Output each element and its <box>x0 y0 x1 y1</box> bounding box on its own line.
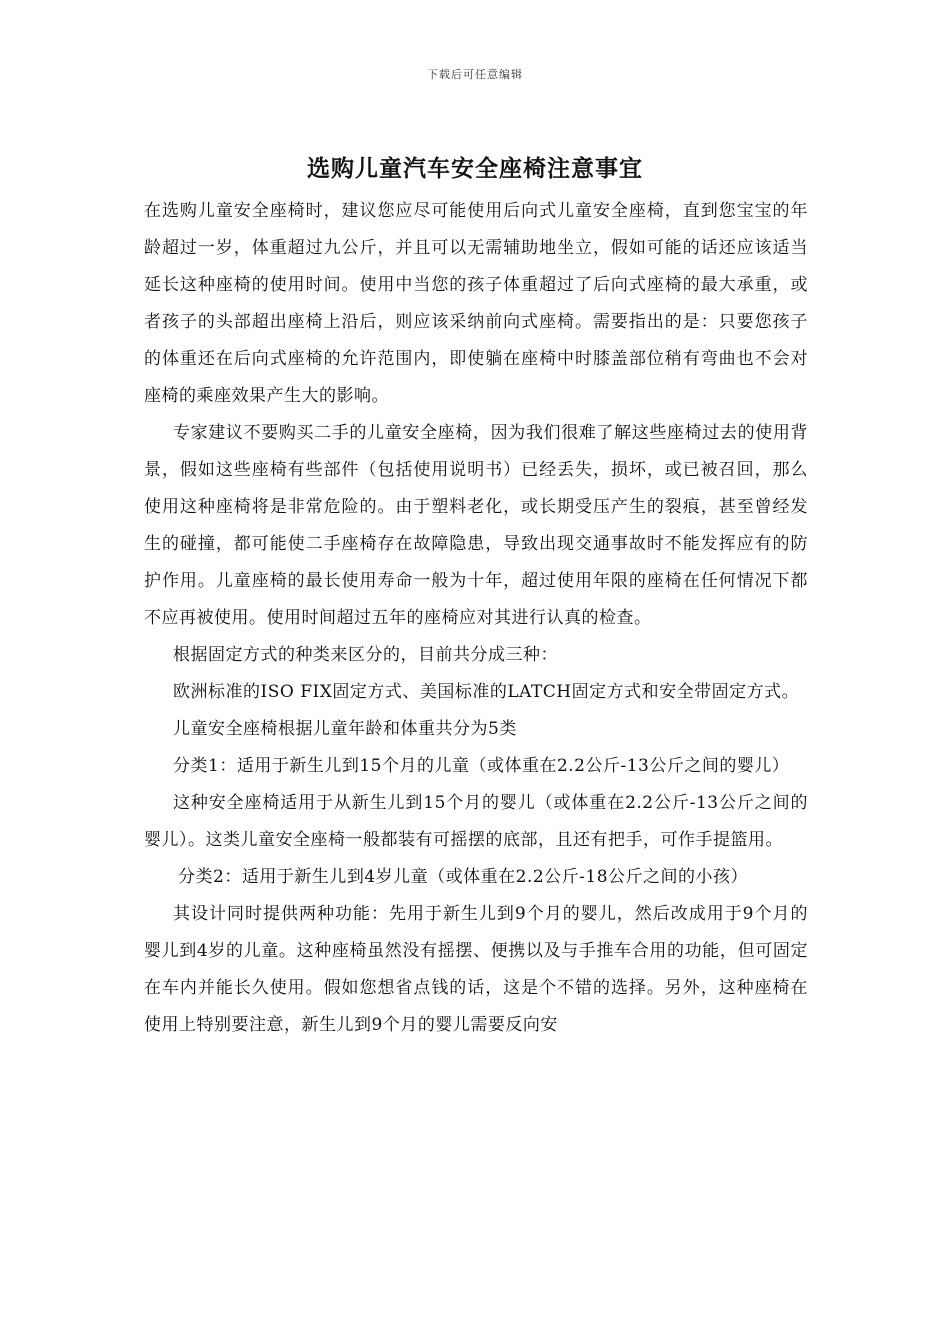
header-note: 下载后可任意编辑 <box>427 68 523 81</box>
paragraph-category-1-detail: 这种安全座椅适用于从新生儿到15个月的婴儿（或体重在2.2公斤-13公斤之间的婴儿）。这类儿童安全座椅一般都装有可摇摆的底部，且还有把手，可作手提篮用。 <box>144 793 808 850</box>
paragraph-fixing-types: 根据固定方式的种类来区分的，目前共分成三种： <box>173 645 558 665</box>
paragraph-intro: 在选购儿童安全座椅时，建议您应尽可能使用后向式儿童安全座椅，直到您宝宝的年龄超过一岁，体重超过九公斤，并且可以无需辅助地坐立，假如可能的话还应该适当延长这种座椅的使用时间。使用中当您的孩子体重超过了后向式座椅的最大承重，或者孩子的头部超出座椅上沿后，则应该采纳前向式座椅。需要指出的是：只要您孩子的体重还在后向式座椅的允许范围内，即使躺在座椅中时膝盖部位稍有弯曲也不会对座椅的乘座效果产生大的影响。 <box>144 201 808 406</box>
document-title: 选购儿童汽车安全座椅注意事宜 <box>307 155 643 182</box>
paragraph-category-1: 分类1：适用于新生儿到15个月的儿童（或体重在2.2公斤-13公斤之间的婴儿） <box>173 756 790 776</box>
paragraph-categories: 儿童安全座椅根据儿童年龄和体重共分为5类 <box>173 719 517 739</box>
paragraph-fixing-standards: 欧洲标准的ISO FIX固定方式、美国标准的LATCH固定方式和安全带固定方式。 <box>173 682 800 702</box>
paragraph-second-hand: 专家建议不要购买二手的儿童安全座椅，因为我们很难了解这些座椅过去的使用背景，假如这些座椅有些部件（包括使用说明书）已经丢失，损坏，或已被召回，那么使用这种座椅将是非常危险的。由于塑料老化，或长期受压产生的裂痕，甚至曾经发生的碰撞，都可能使二手座椅存在故障隐患，导致出现交通事故时不能发挥应有的防护作用。儿童座椅的最长使用寿命一般为十年，超过使用年限的座椅在任何情况下都不应再被使用。使用时间超过五年的座椅应对其进行认真的检查。 <box>144 423 808 628</box>
paragraph-category-2: 分类2：适用于新生儿到4岁儿童（或体重在2.2公斤-18公斤之间的小孩） <box>178 867 749 887</box>
document-body <box>144 193 808 1044</box>
paragraph-category-2-detail: 其设计同时提供两种功能：先用于新生儿到9个月的婴儿，然后改成用于9个月的婴儿到4岁的儿童。这种座椅虽然没有摇摆、便携以及与手推车合用的功能，但可固定在车内并能长久使用。假如您想省点钱的话，这是个不错的选择。另外，这种座椅在使用上特别要注意，新生儿到9个月的婴儿需要反向安 <box>144 904 808 1035</box>
